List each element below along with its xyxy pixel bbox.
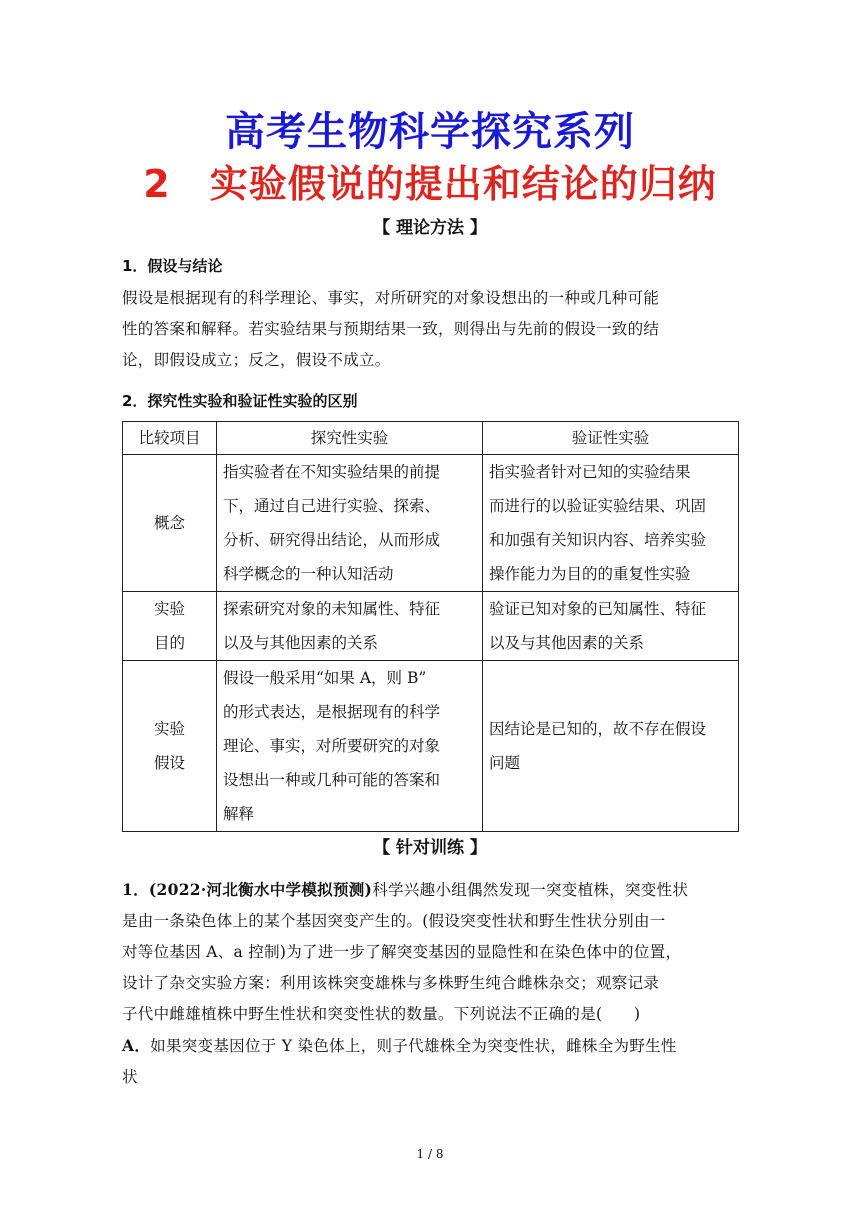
cell-line: 分析、研究得出结论，从而形成 (223, 531, 441, 549)
option-a-label: A． (122, 1036, 151, 1055)
question-line (122, 874, 742, 906)
question-line: 对等位基因 A、a 控制)为了进一步了解突变基因的显隐性和在染色体中的位置， (122, 943, 682, 961)
table-cell-explore (217, 661, 483, 832)
paragraph-hypothesis (122, 283, 742, 376)
table-header-cell: 验证性实验 (483, 422, 739, 455)
document-subtitle: 2 实验假说的提出和结论的归纳 (143, 162, 717, 206)
cell-line: 实验 (153, 720, 185, 738)
page-number: 1 / 8 (416, 1147, 444, 1161)
cell-line: 以及与其他因素的关系 (489, 634, 645, 652)
paragraph-line: 论，即假设成立；反之，假设不成立。 (122, 351, 391, 369)
cell-line: 的形式表达，是根据现有的科学 (223, 703, 441, 721)
table-cell-item (123, 661, 217, 832)
cell-line: 问题 (489, 754, 521, 772)
table-cell-verify (483, 592, 739, 661)
cell-line: 以及与其他因素的关系 (223, 634, 379, 652)
cell-line: 假设 (153, 754, 185, 772)
table-cell-item (123, 455, 217, 592)
cell-line: 指实验者针对已知的实验结果 (489, 463, 691, 481)
section-tag-theory: 【 理论方法 】 (373, 218, 487, 238)
table-header-row (123, 422, 739, 455)
cell-line: 假设一般采用“如果 A，则 B” (223, 669, 427, 687)
cell-line: 探索研究对象的未知属性、特征 (223, 600, 441, 618)
question-number-source: 1．(2022·河北衡水中学模拟预测) (122, 880, 373, 899)
table-cell-explore (217, 455, 483, 592)
cell-line: 指实验者在不知实验结果的前提 (223, 463, 441, 481)
table-cell-item (123, 592, 217, 661)
document-title: 高考生物科学探究系列 (225, 109, 635, 155)
comparison-table (122, 421, 739, 832)
cell-line: 目的 (153, 634, 185, 652)
table-row (123, 455, 739, 592)
question-line: 是由一条染色体上的某个基因突变产生的。(假设突变性状和野生性状分别由一 (122, 912, 666, 930)
option-a-text: 如果突变基因位于 Y 染色体上，则子代雄株全为突变性状，雌株全为野生性 (150, 1037, 677, 1055)
question-text: 科学兴趣小组偶然发现一突变植株，突变性状 (372, 881, 689, 899)
cell-line: 和加强有关知识内容、培养实验 (489, 531, 707, 549)
table-cell-verify (483, 661, 739, 832)
table-header-cell: 比较项目 (123, 422, 217, 455)
option-a (122, 1030, 742, 1062)
cell-line: 设想出一种或几种可能的答案和 (223, 771, 441, 789)
cell-line: 而进行的以验证实验结果、巩固 (489, 497, 707, 515)
cell-line: 实验 (153, 600, 185, 618)
section-tag-practice: 【 针对训练 】 (0, 836, 860, 860)
paragraph-line: 假设是根据现有的科学理论、事实，对所研究的对象设想出的一种或几种可能 (122, 289, 660, 307)
table-cell-verify (483, 455, 739, 592)
table-header-cell: 探究性实验 (217, 422, 483, 455)
cell-line: 科学概念的一种认知活动 (223, 565, 394, 583)
heading-experiment-difference: 2．探究性实验和验证性实验的区别 (122, 392, 358, 410)
heading-hypothesis-conclusion: 1．假设与结论 (122, 257, 223, 275)
cell-line: 概念 (153, 514, 185, 532)
cell-line: 理论、事实，对所要研究的对象 (223, 737, 441, 755)
question-line: 子代中雌雄植株中野生性状和突变性状的数量。下列说法不正确的是( ) (122, 1005, 641, 1023)
cell-line: 解释 (223, 805, 255, 823)
paragraph-line: 性的答案和解释。若实验结果与预期结果一致，则得出与先前的假设一致的结 (122, 320, 660, 338)
cell-line: 验证已知对象的已知属性、特征 (489, 600, 707, 618)
cell-line: 下，通过自己进行实验、探索、 (223, 497, 441, 515)
table-row (123, 592, 739, 661)
table-cell-explore (217, 592, 483, 661)
cell-line: 操作能力为目的的重复性实验 (489, 565, 691, 583)
question-line: 设计了杂交实验方案：利用该株突变雄株与多株野生纯合雌株杂交；观察记录 (122, 974, 660, 992)
table-row (123, 661, 739, 832)
cell-line: 因结论是已知的，故不存在假设 (489, 720, 707, 738)
option-a-continuation: 状 (122, 1068, 138, 1086)
question-1 (122, 874, 742, 1093)
